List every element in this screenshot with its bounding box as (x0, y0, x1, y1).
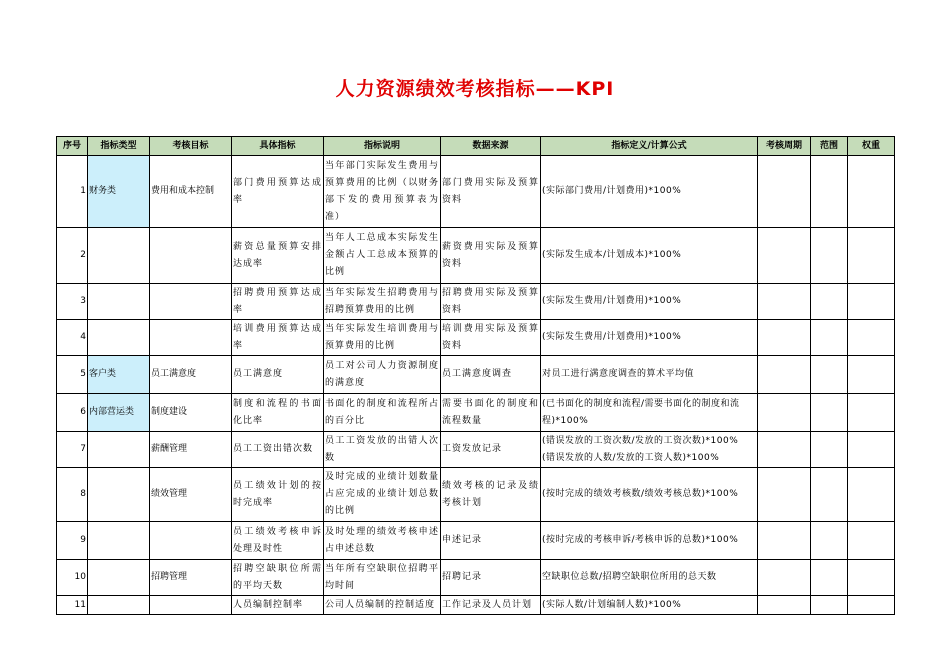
specific-indicator: 制度和流程的书面化比率 (232, 394, 324, 432)
indicator-description: 当年部门实际发生费用与预算费用的比例（以财务部下发的费用预算表为准） (324, 156, 441, 228)
indicator-type (88, 468, 150, 522)
assessment-goal (150, 284, 232, 320)
specific-indicator: 人员编制控制率 (232, 596, 324, 615)
scope (811, 284, 848, 320)
assessment-cycle (758, 560, 811, 596)
row-number: 9 (57, 522, 88, 560)
table-row (57, 596, 895, 615)
indicator-description: 员工对公司人力资源制度的满意度 (324, 356, 441, 394)
specific-indicator: 部门费用预算达成率 (232, 156, 324, 228)
scope (811, 320, 848, 356)
indicator-type (88, 560, 150, 596)
indicator-type (88, 320, 150, 356)
assessment-cycle (758, 596, 811, 615)
row-number: 6 (57, 394, 88, 432)
col-header-formula: 指标定义/计算公式 (541, 137, 758, 156)
scope (811, 468, 848, 522)
formula (541, 468, 758, 522)
assessment-cycle (758, 320, 811, 356)
assessment-goal (150, 522, 232, 560)
assessment-goal (150, 596, 232, 615)
header-row (57, 137, 895, 156)
scope (811, 228, 848, 284)
indicator-description: 及时处理的绩效考核申述占申述总数 (324, 522, 441, 560)
data-source: 绩效考核的记录及绩考核计划 (441, 468, 541, 522)
assessment-cycle (758, 522, 811, 560)
formula (541, 522, 758, 560)
col-header-goal: 考核目标 (150, 137, 232, 156)
weight (848, 596, 895, 615)
specific-indicator: 员工绩效考核申诉处理及时性 (232, 522, 324, 560)
table-row (57, 468, 895, 522)
specific-indicator: 员工绩效计划的按时完成率 (232, 468, 324, 522)
col-header-indicator: 具体指标 (232, 137, 324, 156)
formula (541, 394, 758, 432)
scope (811, 432, 848, 468)
col-header-source: 数据来源 (441, 137, 541, 156)
data-source: 部门费用实际及预算资料 (441, 156, 541, 228)
page-title: 人力资源绩效考核指标——KPI (335, 78, 615, 100)
data-source: 招聘记录 (441, 560, 541, 596)
assessment-goal: 薪酬管理 (150, 432, 232, 468)
formula-line: (错误发放的工资次数/发放的工资次数)*100% (542, 435, 739, 446)
formula (541, 156, 758, 228)
row-number: 1 (57, 156, 88, 228)
scope (811, 522, 848, 560)
assessment-cycle (758, 284, 811, 320)
row-number: 4 (57, 320, 88, 356)
formula-line: (已书面化的制度和流程/需要书面化的制度和流程)*100% (542, 398, 740, 426)
indicator-type (88, 228, 150, 284)
assessment-goal: 费用和成本控制 (150, 156, 232, 228)
formula-line: (实际发生费用/计划费用)*100% (542, 332, 682, 342)
assessment-cycle (758, 228, 811, 284)
col-header-no: 序号 (57, 137, 88, 156)
data-source: 申述记录 (441, 522, 541, 560)
indicator-type: 客户类 (88, 356, 150, 394)
scope (811, 356, 848, 394)
data-source: 培训费用实际及预算资料 (441, 320, 541, 356)
indicator-description: 公司人员编制的控制适度 (324, 596, 441, 615)
table-row (57, 228, 895, 284)
col-header-description: 指标说明 (324, 137, 441, 156)
data-source: 工作记录及人员计划 (441, 596, 541, 615)
data-source: 薪资费用实际及预算资料 (441, 228, 541, 284)
indicator-type (88, 432, 150, 468)
formula-line: (按时完成的考核申诉/考核申诉的总数)*100% (542, 535, 739, 545)
formula-line: (实际人数/计划编制人数)*100% (542, 599, 682, 610)
weight (848, 522, 895, 560)
table-row (57, 394, 895, 432)
formula-line: 空缺职位总数/招聘空缺职位所用的总天数 (542, 572, 717, 582)
formula (541, 432, 758, 468)
weight (848, 560, 895, 596)
col-header-type: 指标类型 (88, 137, 150, 156)
data-source: 招聘费用实际及预算资料 (441, 284, 541, 320)
row-number: 7 (57, 432, 88, 468)
data-source: 员工满意度调查 (441, 356, 541, 394)
scope (811, 596, 848, 615)
weight (848, 432, 895, 468)
formula-line: 对员工进行满意度调查的算术平均值 (542, 369, 695, 379)
specific-indicator: 招聘费用预算达成率 (232, 284, 324, 320)
indicator-description: 当年所有空缺职位招聘平均时间 (324, 560, 441, 596)
indicator-type (88, 596, 150, 615)
assessment-cycle (758, 394, 811, 432)
weight (848, 356, 895, 394)
row-number: 8 (57, 468, 88, 522)
indicator-description: 员工工资发放的出错人次数 (324, 432, 441, 468)
row-number: 5 (57, 356, 88, 394)
table-row (57, 320, 895, 356)
specific-indicator: 员工工资出错次数 (232, 432, 324, 468)
scope (811, 560, 848, 596)
formula (541, 356, 758, 394)
row-number: 11 (57, 596, 88, 615)
scope (811, 156, 848, 228)
formula (541, 596, 758, 615)
assessment-goal: 招聘管理 (150, 560, 232, 596)
weight (848, 320, 895, 356)
table-row (57, 522, 895, 560)
assessment-cycle (758, 432, 811, 468)
data-source: 工资发放记录 (441, 432, 541, 468)
col-header-weight: 权重 (848, 137, 895, 156)
assessment-goal: 绩效管理 (150, 468, 232, 522)
col-header-cycle: 考核周期 (758, 137, 811, 156)
formula (541, 320, 758, 356)
table-row (57, 356, 895, 394)
table-row (57, 560, 895, 596)
table-row (57, 432, 895, 468)
indicator-type: 内部营运类 (88, 394, 150, 432)
formula (541, 228, 758, 284)
specific-indicator: 培训费用预算达成率 (232, 320, 324, 356)
weight (848, 228, 895, 284)
weight (848, 156, 895, 228)
assessment-goal (150, 228, 232, 284)
indicator-description: 书面化的制度和流程所占的百分比 (324, 394, 441, 432)
indicator-description: 及时完成的业绩计划数量占应完成的业绩计划总数的比例 (324, 468, 441, 522)
formula (541, 284, 758, 320)
weight (848, 284, 895, 320)
kpi-table (56, 136, 895, 615)
row-number: 3 (57, 284, 88, 320)
col-header-scope: 范围 (811, 137, 848, 156)
assessment-goal: 制度建设 (150, 394, 232, 432)
assessment-goal (150, 320, 232, 356)
indicator-type (88, 284, 150, 320)
formula-line: (错误发放的人数/发放的工资人数)*100% (542, 452, 720, 463)
assessment-cycle (758, 356, 811, 394)
row-number: 10 (57, 560, 88, 596)
indicator-description: 当年实际发生招聘费用与招聘预算费用的比例 (324, 284, 441, 320)
formula (541, 560, 758, 596)
formula-line: (按时完成的绩效考核数/绩效考核总数)*100% (542, 489, 739, 499)
specific-indicator: 员工满意度 (232, 356, 324, 394)
formula-line: (实际发生成本/计划成本)*100% (542, 250, 682, 260)
formula-line: (实际发生费用/计划费用)*100% (542, 296, 682, 306)
specific-indicator: 招聘空缺职位所需的平均天数 (232, 560, 324, 596)
indicator-description: 当年人工总成本实际发生金额占人工总成本预算的比例 (324, 228, 441, 284)
assessment-cycle (758, 156, 811, 228)
indicator-type (88, 522, 150, 560)
scope (811, 394, 848, 432)
table-row (57, 284, 895, 320)
assessment-cycle (758, 468, 811, 522)
indicator-description: 当年实际发生培训费用与预算费用的比例 (324, 320, 441, 356)
specific-indicator: 薪资总量预算安排达成率 (232, 228, 324, 284)
weight (848, 394, 895, 432)
table-row (57, 156, 895, 228)
data-source: 需要书面化的制度和流程数量 (441, 394, 541, 432)
indicator-type: 财务类 (88, 156, 150, 228)
formula-line: (实际部门费用/计划费用)*100% (542, 186, 682, 196)
weight (848, 468, 895, 522)
assessment-goal: 员工满意度 (150, 356, 232, 394)
row-number: 2 (57, 228, 88, 284)
